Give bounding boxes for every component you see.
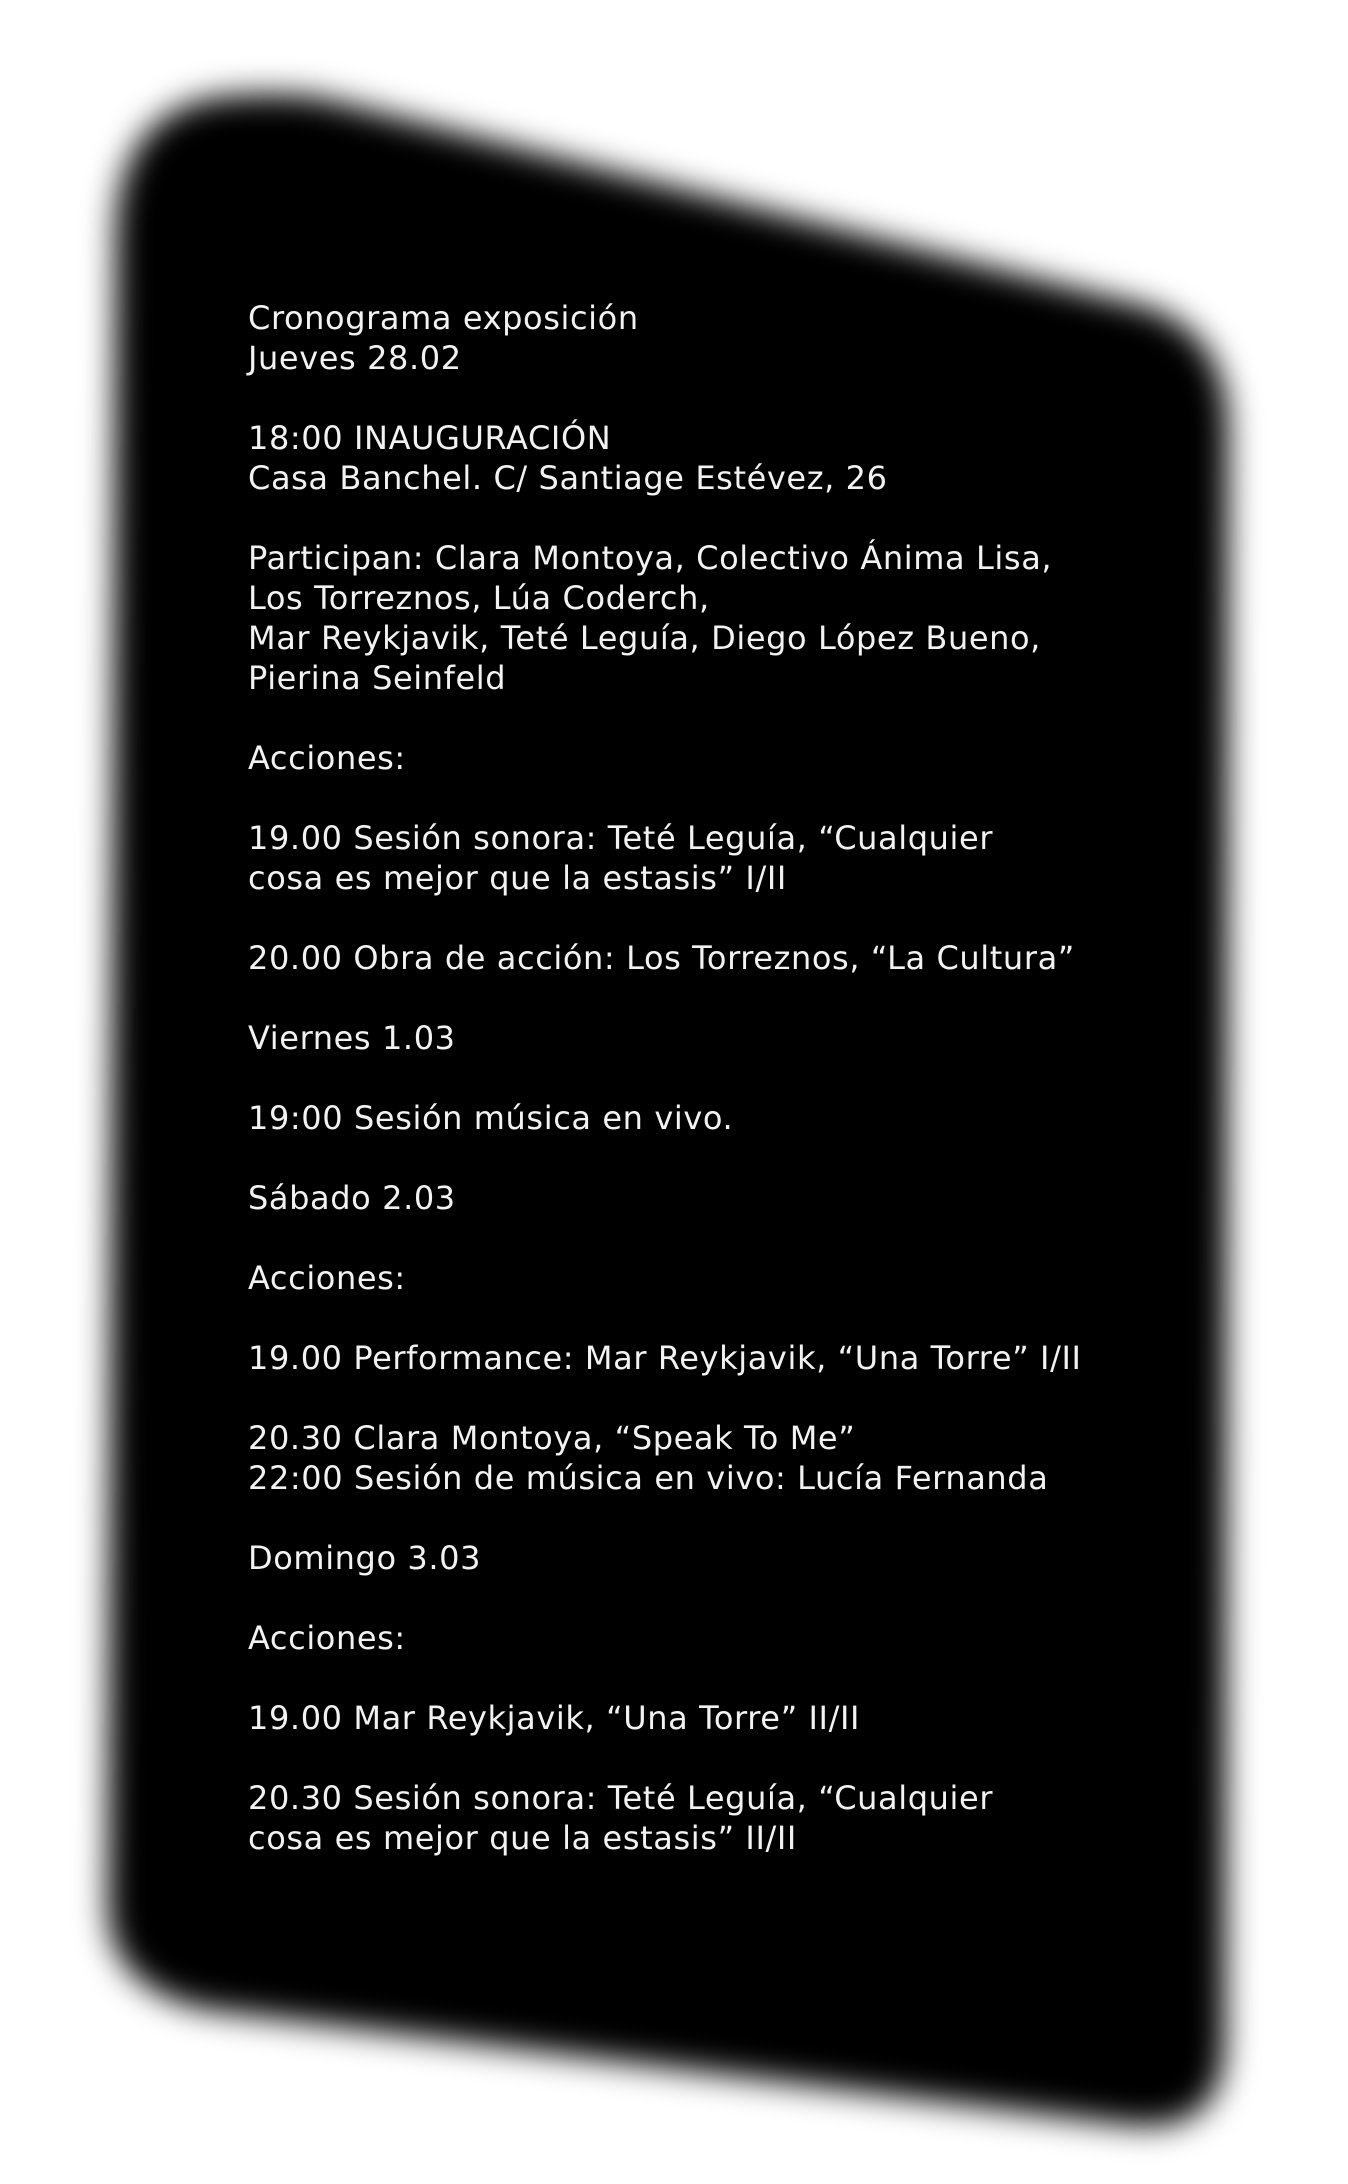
sunday-event-1: 19.00 Mar Reykjavik, “Una Torre” II/II (248, 1699, 861, 1737)
thursday-date: Jueves 28.02 (248, 339, 462, 377)
saturday-event-3: 22:00 Sesión de música en vivo: Lucía Fernanda (248, 1459, 1049, 1497)
participants-line-3: Mar Reykjavik, Teté Leguía, Diego López Bueno, (248, 619, 1041, 657)
inauguration-venue: Casa Banchel. C/ Santiage Estévez, 26 (248, 459, 888, 497)
friday-event-1: 19:00 Sesión música en vivo. (248, 1099, 734, 1137)
participants-line-1: Participan: Clara Montoya, Colectivo Ánima Lisa, (248, 539, 1053, 577)
schedule-text (248, 298, 1148, 1858)
inauguration-time: 18:00 INAUGURACIÓN (248, 419, 612, 457)
friday-date: Viernes 1.03 (248, 1019, 456, 1057)
sunday-date: Domingo 3.03 (248, 1539, 482, 1577)
saturday-actions-label: Acciones: (248, 1259, 406, 1297)
sunday-event-2-line-1: 20.30 Sesión sonora: Teté Leguía, “Cualquier (248, 1779, 994, 1817)
saturday-event-2: 20.30 Clara Montoya, “Speak To Me” (248, 1419, 856, 1457)
saturday-event-1: 19.00 Performance: Mar Reykjavik, “Una Torre” I/II (248, 1339, 1082, 1377)
thursday-event-1-line-1: 19.00 Sesión sonora: Teté Leguía, “Cualquier (248, 819, 994, 857)
participants-line-4: Pierina Seinfeld (248, 659, 507, 697)
thursday-event-2: 20.00 Obra de acción: Los Torreznos, “La Cultura” (248, 939, 1075, 977)
sunday-actions-label: Acciones: (248, 1619, 406, 1657)
sunday-event-2-line-2: cosa es mejor que la estasis” II/II (248, 1819, 797, 1857)
participants-line-2: Los Torreznos, Lúa Coderch, (248, 579, 710, 617)
thursday-actions-label: Acciones: (248, 739, 406, 777)
saturday-date: Sábado 2.03 (248, 1179, 456, 1217)
schedule-title: Cronograma exposición (248, 299, 639, 337)
thursday-event-1-line-2: cosa es mejor que la estasis” I/II (248, 859, 787, 897)
